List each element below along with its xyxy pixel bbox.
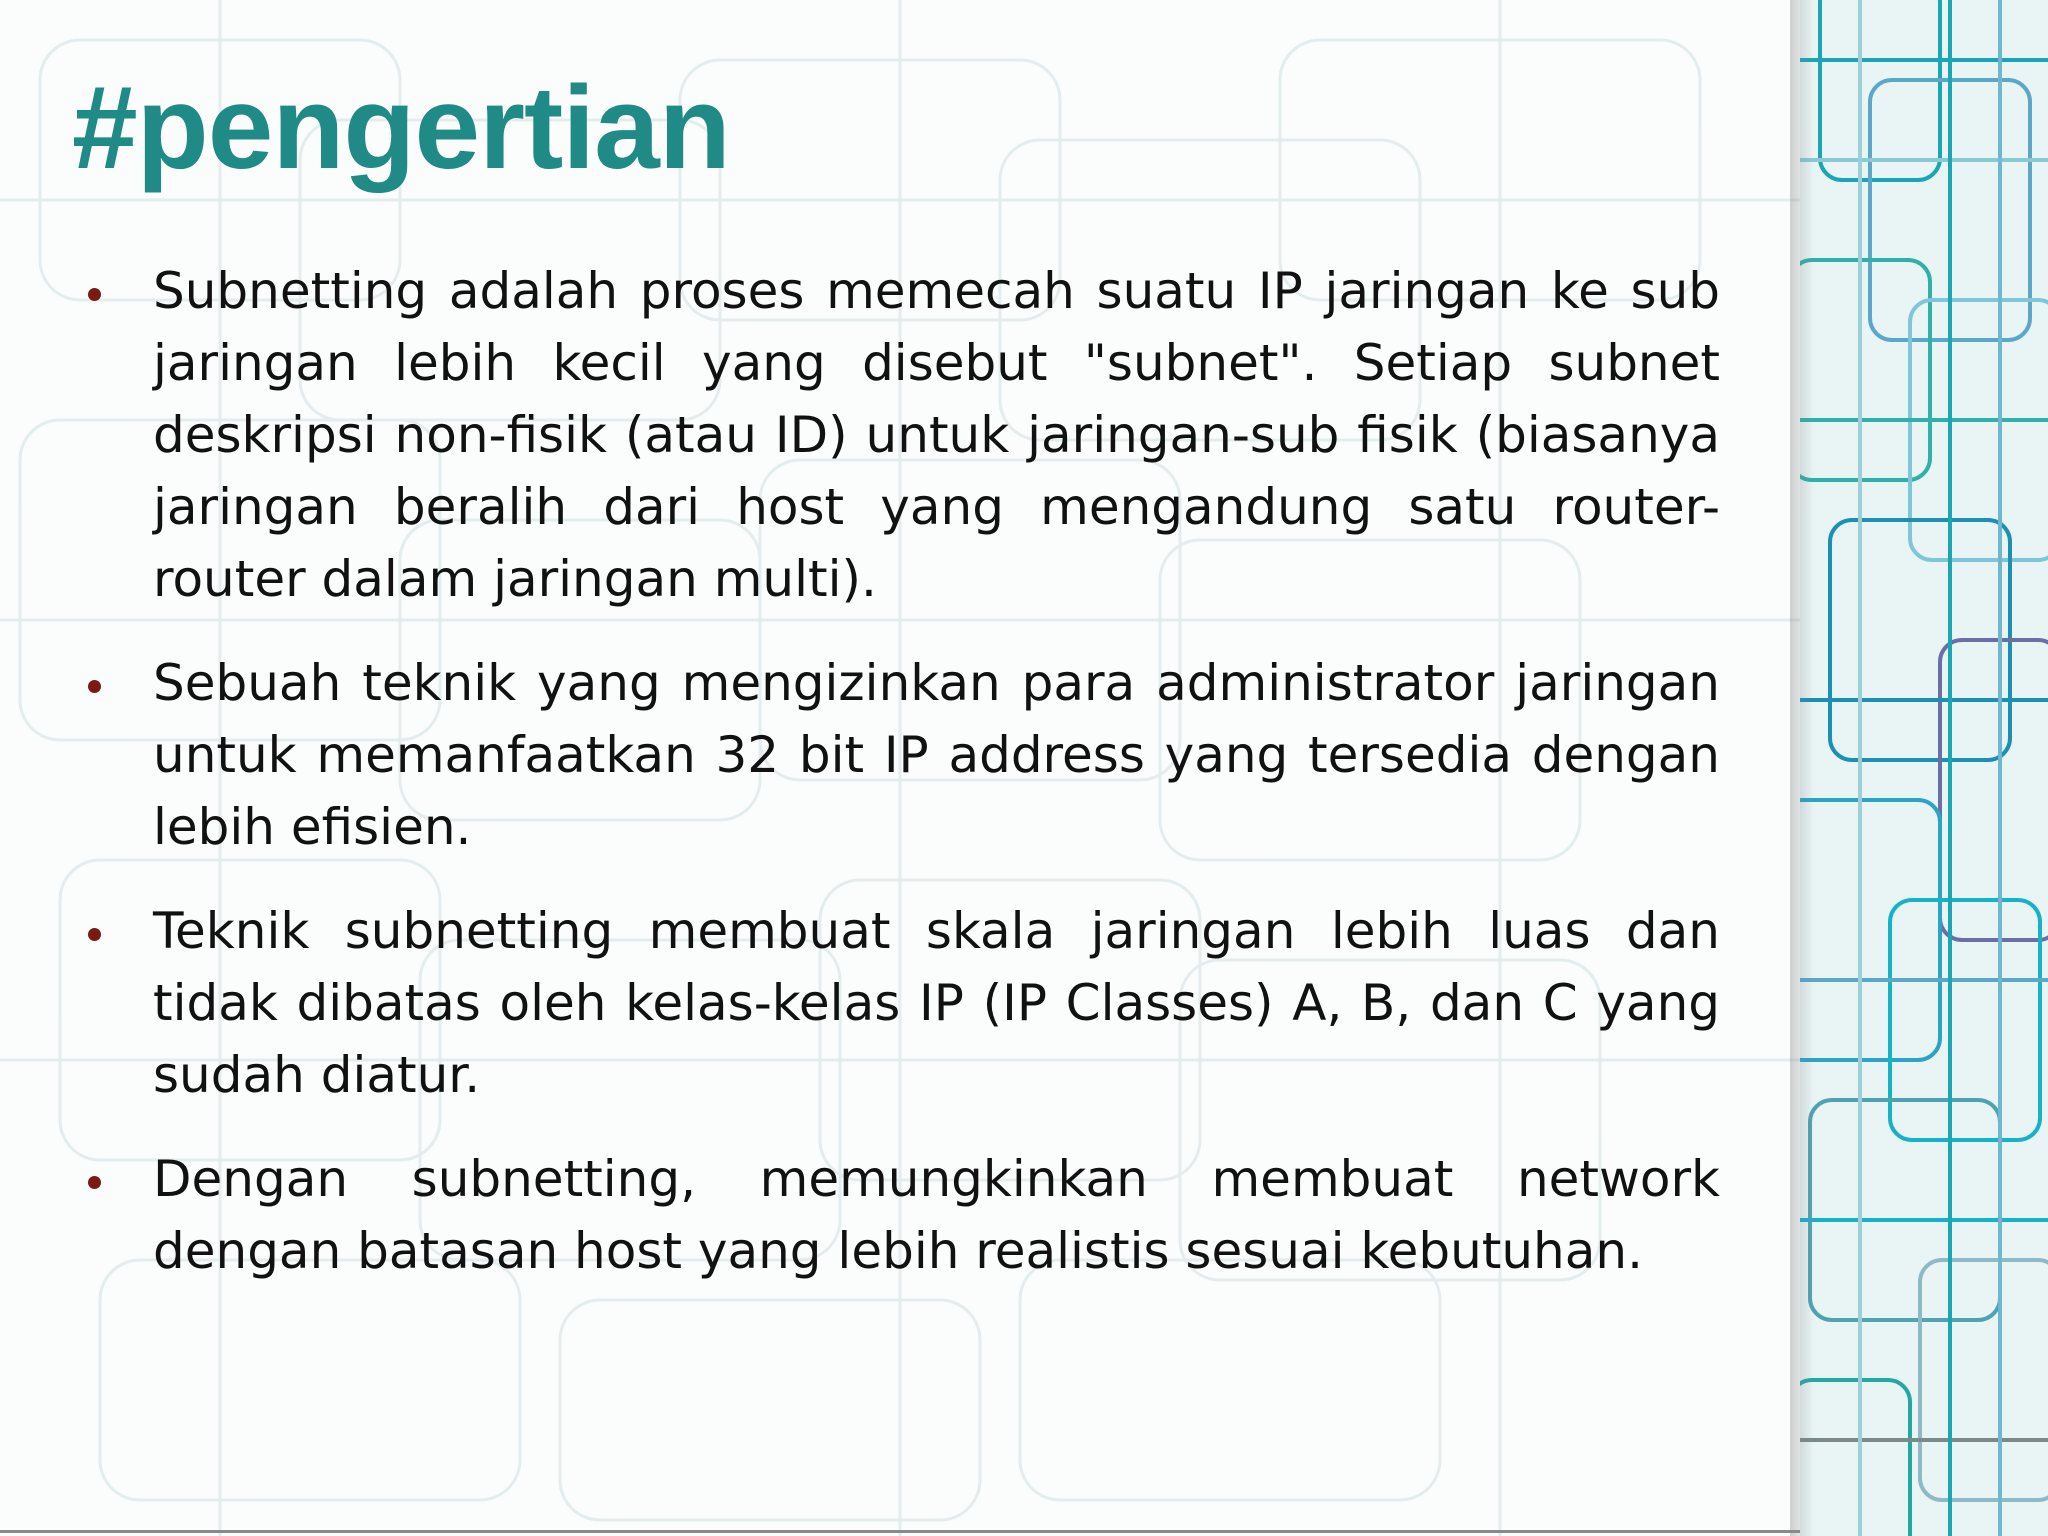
circuit-lines-graphic (1800, 0, 2048, 1536)
bullet-dot-icon (88, 928, 101, 941)
decorative-circuit-strip (1800, 0, 2048, 1536)
bullet-dot-icon (88, 288, 101, 301)
bottom-divider (0, 1530, 1800, 1533)
bullet-text: Dengan subnetting, memungkinkan membuat network dengan batasan host yang lebih realistis sesuai kebutuhan. (153, 1150, 1720, 1280)
strip-edge-shadow (1790, 0, 1814, 1536)
bullet-list (80, 255, 1720, 1319)
bullet-text: Sebuah teknik yang mengizinkan para administrator jaringan untuk memanfaatkan 32 bit IP address yang tersedia dengan lebih efisien. (153, 654, 1720, 856)
bullet-dot-icon (88, 1176, 101, 1189)
bullet-item (80, 255, 1720, 615)
slide-title: #pengertian (72, 62, 730, 194)
bullet-dot-icon (88, 680, 101, 693)
bullet-item (80, 1143, 1720, 1287)
bullet-item (80, 895, 1720, 1111)
bullet-item (80, 647, 1720, 863)
bullet-text: Teknik subnetting membuat skala jaringan lebih luas dan tidak dibatas oleh kelas-kelas IP (IP Classes) A, B, dan C yang sudah diatur. (153, 902, 1720, 1104)
bullet-text: Subnetting adalah proses memecah suatu IP jaringan ke sub jaringan lebih kecil yang disebut "subnet". Setiap subnet deskripsi non-fisik (atau ID) untuk jaringan-sub fisik (biasanya jaringan beralih dari host yang mengandung satu router-router dalam jaringan multi). (153, 262, 1720, 608)
